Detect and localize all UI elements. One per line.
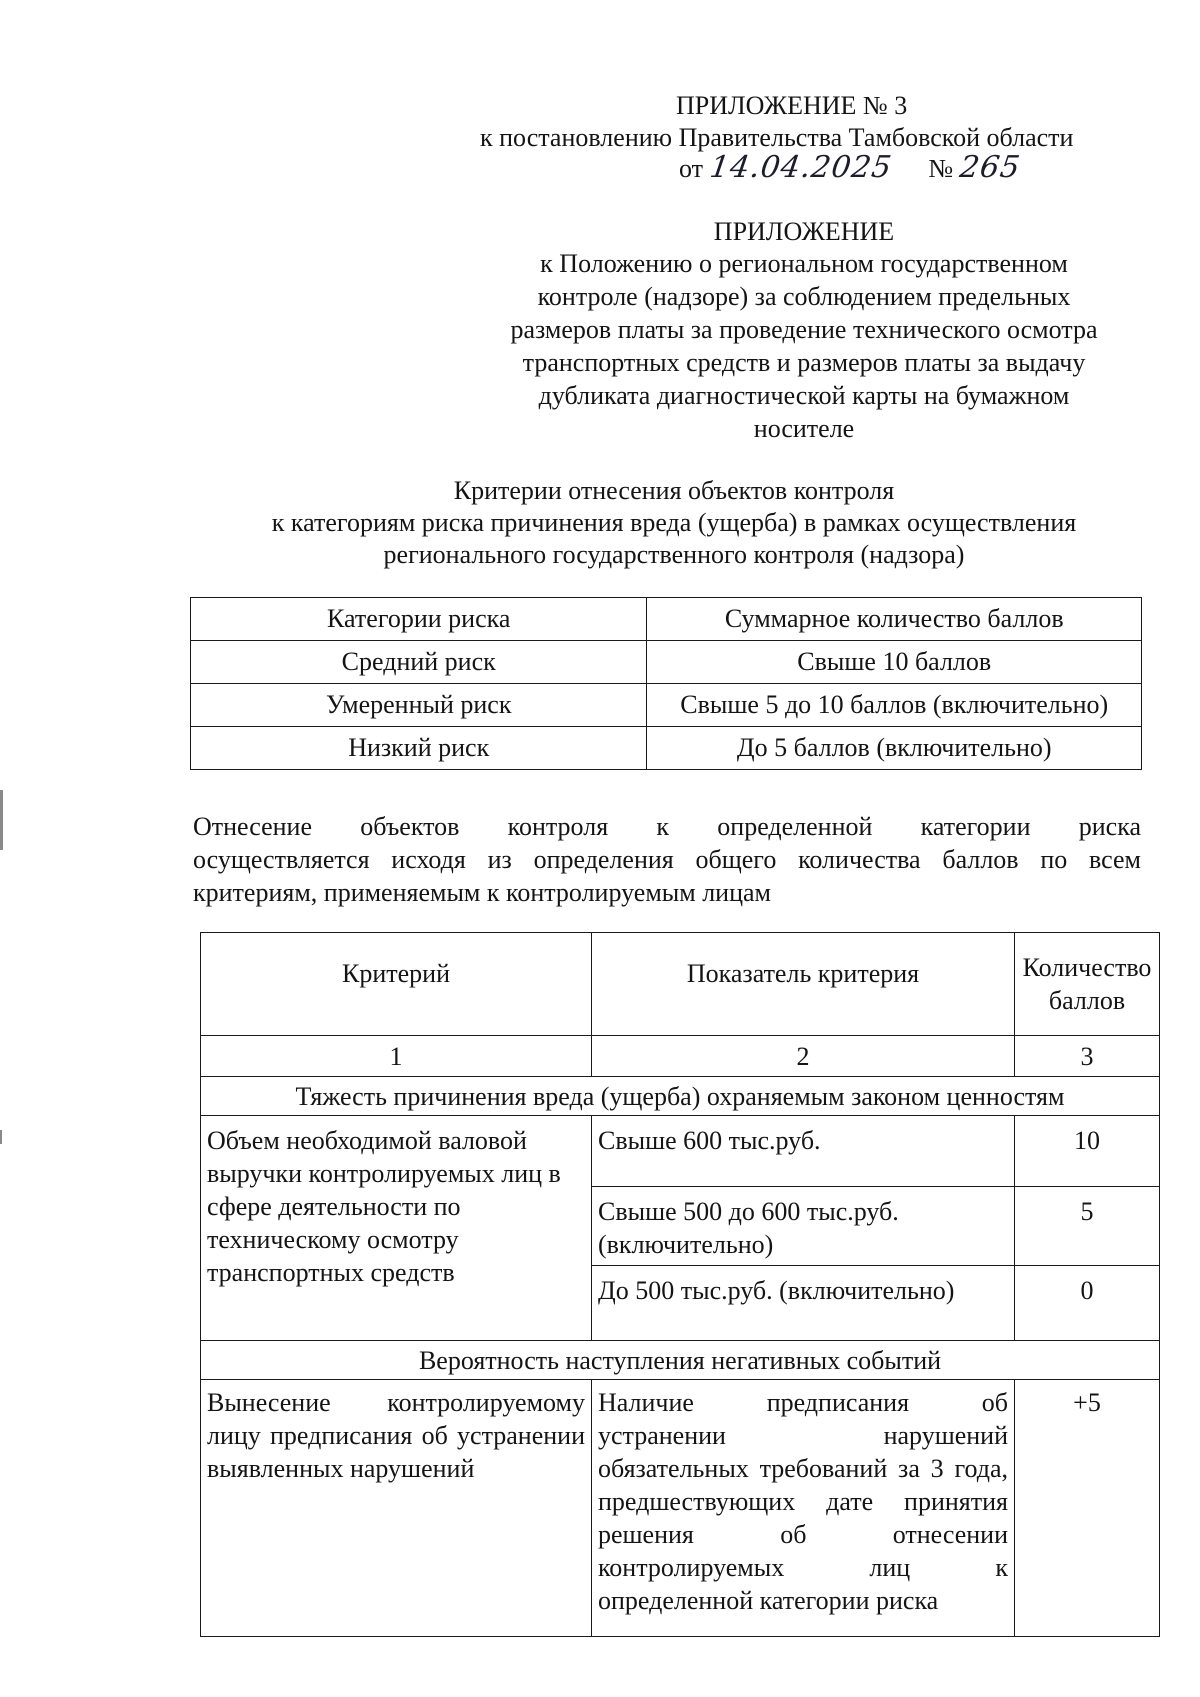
table-header-cell: Количество баллов bbox=[1015, 933, 1160, 1036]
table-header-cell: Показатель критерия bbox=[592, 933, 1015, 1036]
decree-reference: к постановлению Правительства Тамбовской области bbox=[480, 123, 1074, 152]
paragraph-line: осуществляется исходя из определения общего количества баллов по всем bbox=[193, 845, 1141, 874]
body-paragraph bbox=[193, 810, 1141, 909]
handwritten-number: 265 bbox=[957, 150, 1023, 185]
appendix-number: ПРИЛОЖЕНИЕ № 3 bbox=[676, 91, 908, 120]
points-cell: 10 bbox=[1015, 1116, 1160, 1187]
appendix-line: дубликата диагностической карты на бумажном bbox=[538, 381, 1070, 410]
appendix-line: к Положению о региональном государственном bbox=[540, 249, 1068, 278]
column-number-cell: 1 bbox=[201, 1036, 592, 1077]
table-header-cell: Категории риска bbox=[191, 598, 647, 641]
section-row bbox=[201, 1341, 1160, 1380]
criteria-title-line: регионального государственного контроля (надзора) bbox=[383, 540, 965, 569]
risk-category-table bbox=[190, 597, 1142, 770]
indicator-cell: До 500 тыс.руб. (включительно) bbox=[592, 1266, 1015, 1341]
table-cell: Свыше 10 баллов bbox=[647, 641, 1142, 684]
points-cell: 5 bbox=[1015, 1187, 1160, 1266]
table-row bbox=[191, 684, 1142, 727]
appendix-line: контроле (надзоре) за соблюдением предельных bbox=[537, 282, 1071, 311]
criteria-title-line: Критерии отнесения объектов контроля bbox=[453, 476, 895, 505]
points-cell: +5 bbox=[1015, 1380, 1160, 1637]
column-number-cell: 2 bbox=[592, 1036, 1015, 1077]
indicator-cell: Свыше 500 до 600 тыс.руб. (включительно) bbox=[592, 1187, 1015, 1266]
indicator-cell: Наличие предписания об устранении нарушений обязательных требований за 3 года, предшествующих дате принятия решения об отнесении контролируемых лиц к определенной категории риска bbox=[592, 1380, 1015, 1637]
table-row bbox=[201, 1380, 1160, 1637]
table-cell: Средний риск bbox=[191, 641, 647, 684]
table-row bbox=[191, 641, 1142, 684]
paragraph-line: критериям, применяемым к контролируемым лицам bbox=[193, 878, 771, 907]
table-row bbox=[191, 727, 1142, 770]
table-row bbox=[201, 1036, 1160, 1077]
indicator-cell: Свыше 600 тыс.руб. bbox=[592, 1116, 1015, 1187]
table-cell: Свыше 5 до 10 баллов (включительно) bbox=[647, 684, 1142, 727]
table-cell: Низкий риск bbox=[191, 727, 647, 770]
table-header-row bbox=[191, 598, 1142, 641]
points-cell: 0 bbox=[1015, 1266, 1160, 1341]
decree-date-line bbox=[679, 150, 1023, 185]
criterion-cell: Вынесение контролируемому лицу предписания об устранении выявленных нарушений bbox=[201, 1380, 592, 1637]
table-cell: Умеренный риск bbox=[191, 684, 647, 727]
appendix-line: транспортных средств и размеров платы за выдачу bbox=[522, 348, 1086, 377]
criteria-title-line: к категориям риска причинения вреда (ущерба) в рамках осуществления bbox=[271, 508, 1077, 537]
criterion-cell: Объем необходимой валовой выручки контролируемых лиц в сфере деятельности по техническому осмотру транспортных средств bbox=[201, 1116, 592, 1341]
appendix-line: носителе bbox=[753, 414, 855, 443]
table-header-cell: Суммарное количество баллов bbox=[647, 598, 1142, 641]
scan-artifact bbox=[0, 1130, 2, 1144]
scan-artifact bbox=[0, 790, 3, 850]
appendix-title: ПРИЛОЖЕНИЕ bbox=[713, 217, 895, 246]
number-prefix: № bbox=[928, 154, 954, 183]
date-prefix: от bbox=[679, 154, 704, 183]
table-row bbox=[201, 1116, 1160, 1187]
column-number-cell: 3 bbox=[1015, 1036, 1160, 1077]
section-title: Тяжесть причинения вреда (ущерба) охраняемым законом ценностям bbox=[201, 1077, 1160, 1116]
section-title: Вероятность наступления негативных событий bbox=[201, 1341, 1160, 1380]
section-row bbox=[201, 1077, 1160, 1116]
table-cell: До 5 баллов (включительно) bbox=[647, 727, 1142, 770]
table-header-row bbox=[201, 933, 1160, 1036]
handwritten-date: 14.04.2025 bbox=[707, 150, 894, 185]
appendix-line: размеров платы за проведение технического осмотра bbox=[510, 315, 1098, 344]
table-header-cell: Критерий bbox=[201, 933, 592, 1036]
paragraph-line: Отнесение объектов контроля к определенной категории риска bbox=[193, 812, 1141, 841]
criteria-table bbox=[200, 932, 1160, 1637]
